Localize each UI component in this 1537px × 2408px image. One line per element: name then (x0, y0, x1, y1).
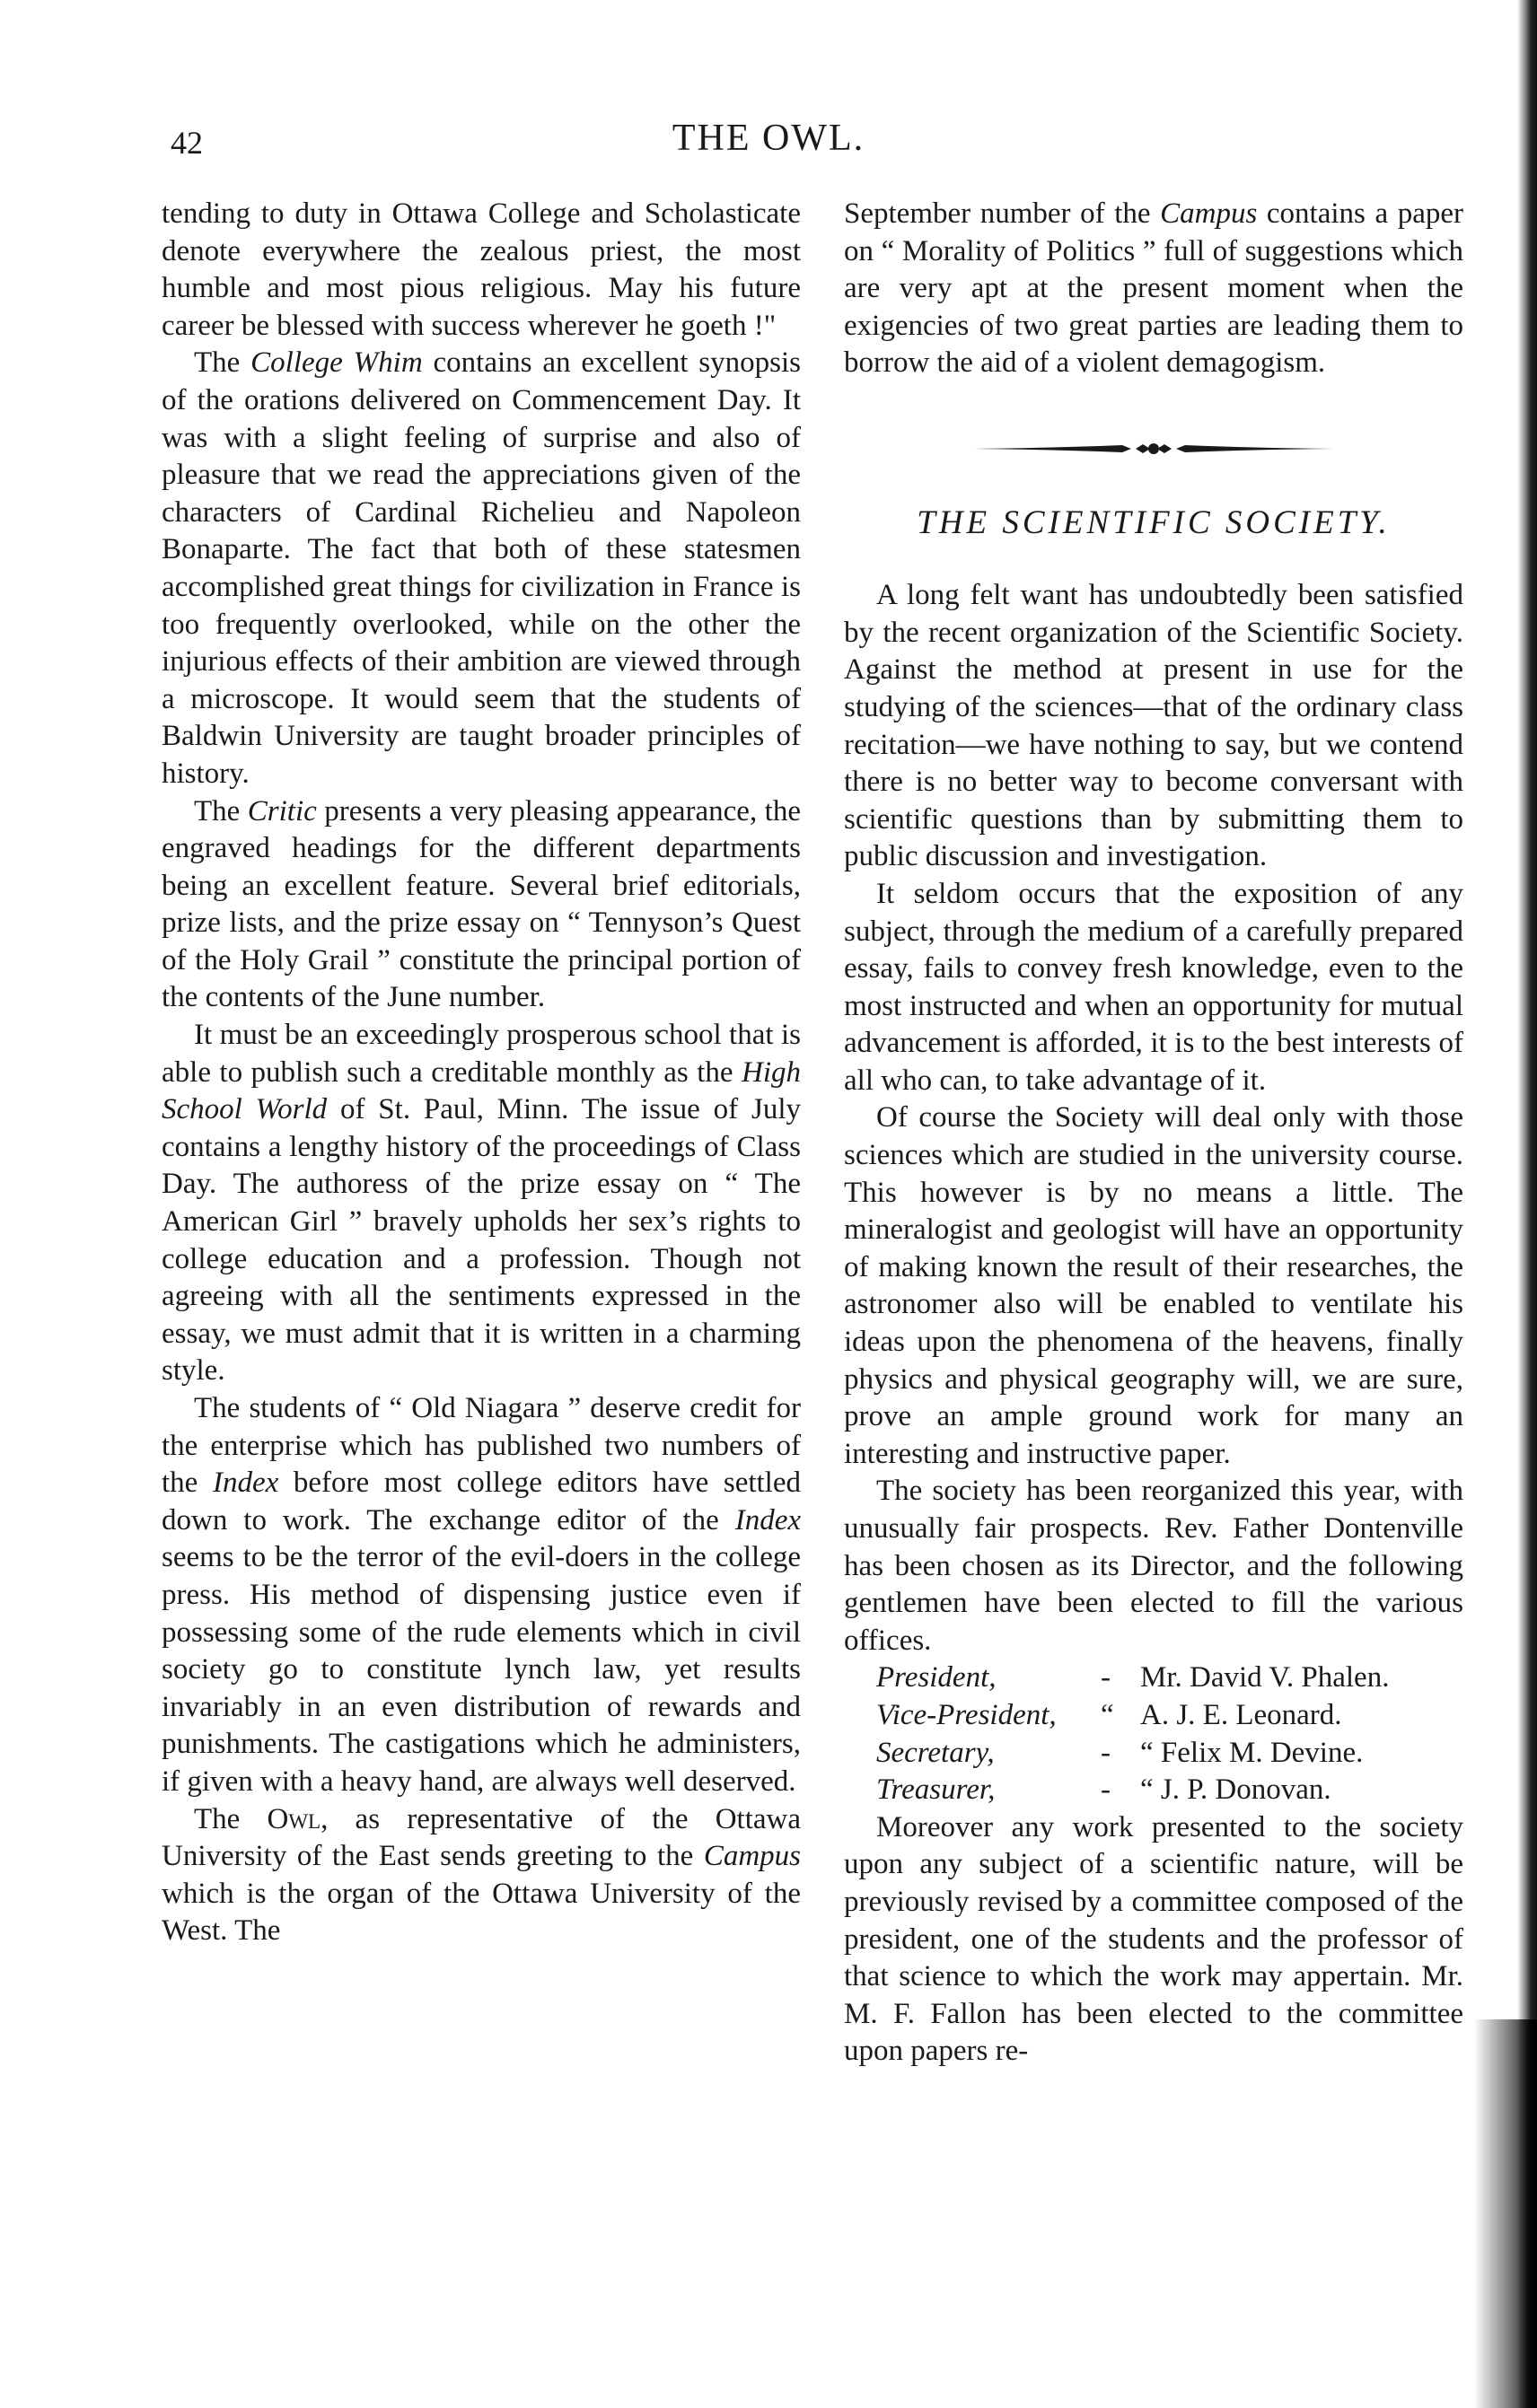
paragraph: It seldom occurs that the exposition of any subject, through the medium of a carefully prepared essay, fails to convey fresh knowledge, even to the most instructed and when an opportunity for mutual advancement is afforded, it is to the best interests of all who can, to take advantage of it. (844, 877, 1463, 1097)
journal-title: Index (212, 1467, 279, 1500)
paragraph: The students of “ Old Niagara ” deserve credit for the enterprise which has published two numbers of the Index before most college editors have settled down to work. The exchange editor of the Index seems to be the terror of the evil-doers in the college press. His method of dispensing justice even if possessing some of the rude elements which in civil society go to constitute lynch law, yet results invariably in an even distribution of rewards and punishments. The castigations which he administers, if given with a heavy hand, are always well deserved. (162, 1392, 801, 1798)
journal-name-owl: Owl (267, 1802, 321, 1835)
journal-title: High School World (162, 1055, 801, 1126)
paragraph: A long felt want has undoubtedly been satisfied by the recent organization of the Scientific Society. Against the method at present in use for the studying of the sciences—that of the ordinary class recitation—we have nothing to say, but we contend there is no better way to become conversant with scientific questions than by submitting them to public discussion and investigation. (844, 579, 1463, 873)
paragraph: tending to duty in Ottawa College and Scholasticate denote everywhere the zealous priest, the most humble and most pious religious. May his future career be blessed with success wherever he goeth !" (162, 197, 801, 342)
paragraph: The Owl, as representative of the Ottawa University of the East sends greeting to the Campus which is the organ of the Ottawa University of the West. The (162, 1802, 801, 1948)
officer-separator: - (1101, 1661, 1111, 1694)
running-title: THE OWL. (672, 118, 865, 159)
section-heading: THE SCIENTIFIC SOCIETY. (917, 503, 1391, 541)
officer-role: Secretary, (876, 1736, 995, 1769)
officer-row (844, 1735, 1463, 1773)
ornament-divider-icon (965, 440, 1342, 458)
journal-title: College Whim (250, 346, 423, 380)
paragraph: September number of the Campus contains a paper on “ Morality of Politics ” full of suggestions which are very apt at the present moment when the exigencies of two great parties are leading them to borrow the aid of a violent demagogism. (844, 197, 1464, 380)
paragraph: The society has been reorganized this year, with unusually fair prospects. Rev. Father Dontenville has been chosen as its Director, and the following gentlemen have been elected to fill the various offices. (844, 1475, 1463, 1657)
officer-row (844, 1697, 1463, 1735)
officer-role: Treasurer, (876, 1773, 996, 1807)
journal-title: Campus (1160, 197, 1258, 230)
page-binding-shadow (1474, 2019, 1537, 2408)
officer-row (844, 1772, 1463, 1809)
paragraph: It must be an exceedingly prosperous school that is able to publish such a creditable monthly as the High School World of St. Paul, Minn. The issue of July contains a lengthy history of the proceedings of Class Day. The authoress of the prize essay on “ The American Girl ” bravely upholds her sex’s rights to college education and a profession. Though not agreeing with all the sentiments expressed in the essay, we must admit that it is written in a charming style. (162, 1019, 801, 1388)
left-column (162, 196, 801, 1950)
paragraph: Of course the Society will deal only with those sciences which are studied in the university course. This however is by no means a little. The mineralogist and geologist will have an opportunity of making known the result of their researches, the astronomer also will be enabled to ventilate his ideas upon the phenomena of the heavens, finally physics and physical geography will, we are sure, prove an ample ground work for many an interesting and instructive paper. (844, 1101, 1463, 1470)
journal-title: Index (734, 1503, 801, 1537)
officer-row (844, 1659, 1463, 1697)
page-number: 42 (171, 125, 203, 161)
officer-separator: - (1101, 1773, 1111, 1807)
journal-title: Campus (703, 1840, 801, 1873)
officer-role: President, (876, 1661, 997, 1694)
paragraph: The Critic presents a very pleasing appearance, the engraved headings for the different departments being an excellent feature. Several brief editorials, prize lists, and the prize essay on “ Tennyson’s Quest of the Holy Grail ” constitute the principal portion of the contents of the June number. (162, 794, 801, 1014)
officer-name: “ Felix M. Devine. (1140, 1736, 1364, 1769)
ornamental-rule (844, 431, 1463, 468)
right-column (844, 196, 1463, 2071)
officer-name: Mr. David V. Phalen. (1140, 1661, 1390, 1694)
journal-title: Critic (247, 794, 317, 827)
officer-separator: “ (1101, 1698, 1114, 1731)
officers-list (844, 1659, 1463, 1808)
paragraph: The College Whim contains an excellent synopsis of the orations delivered on Commencement Day. It was with a slight feeling of surprise and also of pleasure that we read the appreciations given of the characters of Cardinal Richelieu and Napoleon Bonaparte. The fact that both of these statesmen accomplished great things for civilization in France is too frequently overlooked, while on the other the injurious effects of their ambition are viewed through a microscope. It would seem that the students of Baldwin University are taught broader principles of history. (162, 346, 801, 790)
officer-role: Vice-President, (876, 1698, 1057, 1731)
officer-name: “ J. P. Donovan. (1140, 1773, 1331, 1807)
paragraph: Moreover any work presented to the society upon any subject of a scientific nature, will be previously revised by a committee composed of the president, one of the students and the professor of that science to which the work may appertain. Mr. M. F. Fallon has been elected to the committee upon papers re- (844, 1810, 1463, 2068)
officer-separator: - (1101, 1736, 1111, 1769)
officer-name: A. J. E. Leonard. (1140, 1698, 1342, 1731)
